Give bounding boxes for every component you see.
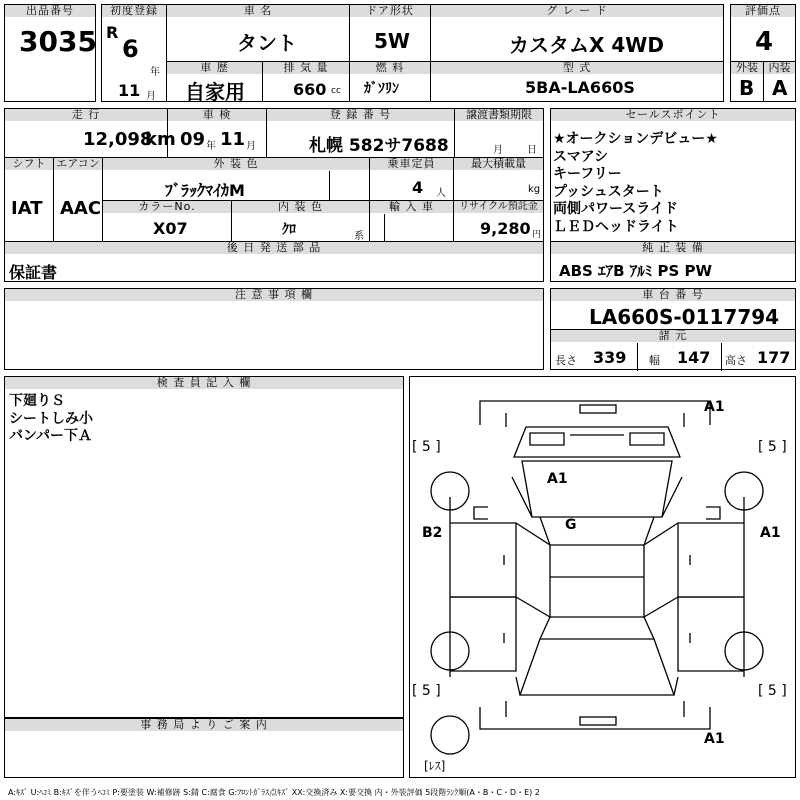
color-no: X07 xyxy=(153,219,188,238)
score-header: 評価点 xyxy=(731,5,795,17)
lot-header: 出品番号 xyxy=(5,5,95,17)
capacity: 4 xyxy=(412,178,424,197)
reg-no: 札幌 582サ7688 xyxy=(309,136,449,156)
displacement-box xyxy=(262,61,350,102)
inspection-year: 09 xyxy=(180,129,206,150)
legend: A:ｷｽﾞ U:ﾍｺﾐ B:ｷｽﾞを伴うﾍｺﾐ P:要塗装 W:補修跡 S:錆 C:腐食 G:ﾌﾛﾝﾄｶﾞﾗｽ点ｷｽﾞ XX:交換済み X:要交換 内・外装評価 5段階ﾗﾝｸ順(A・B・C・D・E) 2 xyxy=(8,788,540,797)
exterior-header: 外装 xyxy=(731,62,763,74)
office-header: 事 務 局 よ り ご 案 内 xyxy=(5,719,403,731)
inspection-year-unit: 年 xyxy=(206,141,216,152)
recycle-box xyxy=(453,200,544,242)
lot-number: 3035 xyxy=(19,25,97,58)
max-load-box xyxy=(453,157,544,201)
int-color: ｸﾛ xyxy=(282,222,296,238)
first-reg-box xyxy=(101,4,167,102)
ext-color-divider xyxy=(329,171,330,202)
interior-box xyxy=(763,61,796,102)
office-box xyxy=(4,718,404,778)
inspector-header: 検 査 員 記 入 欄 xyxy=(5,377,403,389)
later-parts-box xyxy=(4,241,544,282)
recycle: 9,280 xyxy=(480,219,531,238)
int-color-unit: 系 xyxy=(354,231,364,242)
grade: カスタムX 4WD xyxy=(509,33,664,57)
spec-width: 147 xyxy=(677,348,711,367)
max-load-unit: kg xyxy=(528,184,541,195)
capacity-header: 乗車定員 xyxy=(370,158,453,170)
inspection-header: 車 検 xyxy=(168,109,266,121)
import-box xyxy=(369,200,454,242)
exterior-box xyxy=(730,61,764,102)
shift-header: シフト xyxy=(5,158,53,170)
inspection-month: 11 xyxy=(220,129,246,150)
recycle-header: リサイクル預託金 xyxy=(454,201,543,213)
mileage-header: 走 行 xyxy=(5,109,167,121)
color-no-header: カラーNo. xyxy=(103,201,231,213)
lot-box xyxy=(4,4,96,102)
fuel: ｶﾞｿﾘﾝ xyxy=(364,81,399,97)
first-reg-year-unit: 年 xyxy=(150,67,160,78)
sales-point: ★オークションデビュー★ xyxy=(553,131,718,147)
equipment-header: 純 正 装 備 xyxy=(551,242,795,254)
equipment: ABS ｴｱB ｱﾙﾐ PS PW xyxy=(559,262,713,280)
tire-fr-rating: [ 5 ] xyxy=(758,439,787,455)
mileage: 12,098 xyxy=(83,129,153,150)
mileage-box xyxy=(4,108,176,158)
inspector-note: バンパー下Ａ xyxy=(9,428,93,444)
transfer-box xyxy=(454,108,544,158)
car-name-box xyxy=(166,4,350,62)
spec-length: 339 xyxy=(593,348,627,367)
reg-no-header: 登 録 番 号 xyxy=(267,109,454,121)
inspector-note: シートしみ小 xyxy=(9,410,93,427)
spec-height: 177 xyxy=(757,348,791,367)
caution-box xyxy=(4,288,544,370)
later-parts: 保証書 xyxy=(9,263,58,282)
sales-point: キーフリー xyxy=(553,166,622,182)
first-reg-year: 6 xyxy=(122,35,139,63)
damage-right-door: A1 xyxy=(760,525,781,541)
reg-no-box xyxy=(266,108,455,158)
capacity-unit: 人 xyxy=(436,188,446,199)
chassis-header: 車 台 番 号 xyxy=(551,289,795,301)
max-load-header: 最大積載量 xyxy=(454,158,543,170)
chassis-box xyxy=(550,288,796,330)
transfer-month-unit: 月 xyxy=(493,145,503,156)
spec-divider xyxy=(637,343,638,371)
caution-header: 注 意 事 項 欄 xyxy=(5,289,543,301)
grade-box xyxy=(430,4,724,62)
spec-header: 諸 元 xyxy=(551,330,795,342)
spec-divider xyxy=(721,343,722,371)
inspector-notes xyxy=(9,393,93,446)
displacement: 660 xyxy=(293,80,327,99)
import-divider xyxy=(384,214,385,243)
spec-height-label: 高さ xyxy=(725,354,747,367)
fuel-header: 燃 料 xyxy=(350,62,430,74)
damage-left-door: B2 xyxy=(422,525,443,541)
first-reg-header: 初度登録 xyxy=(102,5,166,17)
first-reg-month: 11 xyxy=(118,81,141,100)
inspector-note: 下廻りＳ xyxy=(9,393,65,409)
int-color-header: 内 装 色 xyxy=(232,201,369,213)
shift: IAT xyxy=(11,198,43,219)
damage-rear-bumper: A1 xyxy=(704,731,725,747)
equipment-box xyxy=(550,241,796,282)
sales-point: 両側パワースライド xyxy=(553,201,678,217)
tire-rr-rating: [ 5 ] xyxy=(758,683,787,699)
car-diagram xyxy=(410,377,797,779)
spec-length-label: 長さ xyxy=(555,354,577,367)
model-box xyxy=(430,61,724,102)
ext-color-box xyxy=(102,157,370,201)
spec-width-label: 幅 xyxy=(649,354,660,367)
door-box xyxy=(349,4,431,62)
history-box xyxy=(166,61,263,102)
spare-tire-rating: [ﾚｽ] xyxy=(424,759,446,773)
first-reg-era: R xyxy=(106,23,119,42)
damage-roof: A1 xyxy=(547,471,568,487)
inspector-box xyxy=(4,376,404,718)
first-reg-month-unit: 月 xyxy=(146,91,156,102)
inspection-box xyxy=(167,108,267,158)
tire-fl-rating: [ 5 ] xyxy=(412,439,441,455)
model-header: 型 式 xyxy=(431,62,723,74)
exterior-grade: B xyxy=(739,76,755,100)
score-box xyxy=(730,4,796,62)
import-header: 輸 入 車 xyxy=(370,201,453,213)
aircon-header: エアコン xyxy=(54,158,102,170)
car-name: タント xyxy=(237,31,297,55)
car-diagram-box xyxy=(409,376,796,778)
later-parts-header: 後 日 発 送 部 品 xyxy=(5,242,543,254)
sales-point-header: セールスポイント xyxy=(551,109,795,121)
sales-point: スマアシ xyxy=(553,148,609,165)
model: 5BA-LA660S xyxy=(525,78,635,97)
int-color-box xyxy=(231,200,370,242)
aircon-box xyxy=(53,157,103,242)
displacement-unit: cc xyxy=(331,86,341,96)
interior-header: 内装 xyxy=(764,62,795,74)
sales-point: プッシュスタート xyxy=(553,183,664,200)
chassis-number: LA660S-0117794 xyxy=(589,305,780,329)
aircon: AAC xyxy=(60,198,102,219)
color-no-box xyxy=(102,200,232,242)
ext-color-header: 外 装 色 xyxy=(103,158,369,170)
grade-header: グ レ ー ド xyxy=(431,5,723,17)
shift-box xyxy=(4,157,54,242)
history: 自家用 xyxy=(185,80,245,104)
interior-grade: A xyxy=(772,76,788,100)
ext-color: ﾌﾞﾗｯｸﾏｲｶM xyxy=(165,181,245,200)
car-name-header: 車 名 xyxy=(167,5,349,17)
score: 4 xyxy=(755,27,774,57)
spec-box xyxy=(550,329,796,370)
recycle-unit: 円 xyxy=(532,230,542,240)
damage-interior: G xyxy=(565,517,577,533)
tire-rl-rating: [ 5 ] xyxy=(412,683,441,699)
inspection-month-unit: 月 xyxy=(246,141,256,152)
capacity-box xyxy=(369,157,454,201)
history-header: 車 歴 xyxy=(167,62,262,74)
sales-point-box xyxy=(550,108,796,242)
door-type: 5W xyxy=(374,29,410,53)
sales-point-list xyxy=(553,131,718,236)
door-header: ドア形状 xyxy=(350,5,430,17)
transfer-header: 譲渡書類期限 xyxy=(455,109,543,121)
fuel-box xyxy=(349,61,431,102)
damage-front-bumper: A1 xyxy=(704,399,725,415)
sales-point: ＬＥＤヘッドライト xyxy=(553,218,679,235)
transfer-day-unit: 日 xyxy=(527,145,537,156)
displacement-header: 排 気 量 xyxy=(263,62,349,74)
mileage-unit: km xyxy=(145,129,176,150)
